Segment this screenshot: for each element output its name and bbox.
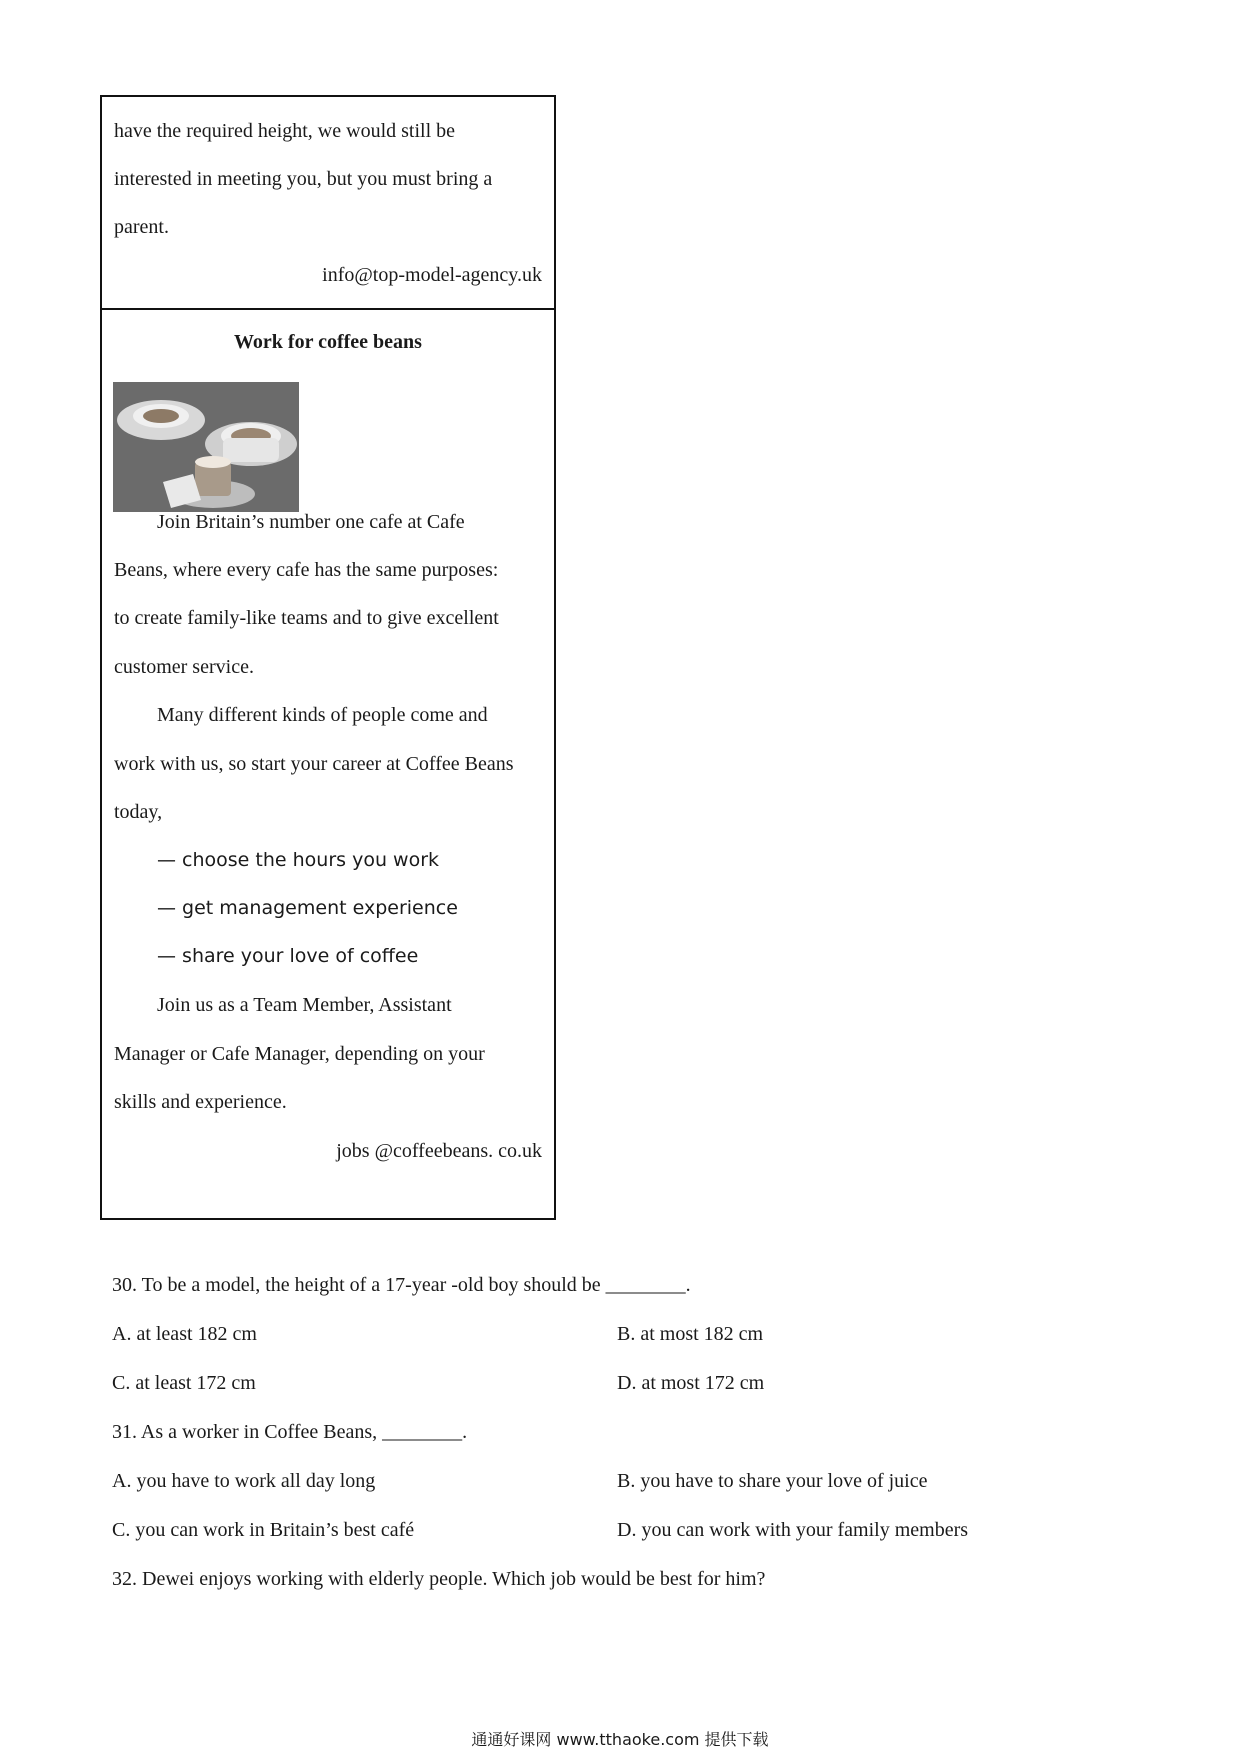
coffee-beans-ad xyxy=(100,308,556,1220)
ad-paragraph-line: Beans, where every cafe has the same purposes: xyxy=(114,559,499,581)
ad-paragraph-line: work with us, so start your career at Coffee Beans xyxy=(114,753,514,775)
ad-paragraph-line: skills and experience. xyxy=(114,1091,287,1113)
ad-text-line: interested in meeting you, but you must bring a xyxy=(114,168,493,190)
question-stem: 31. As a worker in Coffee Beans, ________. xyxy=(112,1421,468,1443)
ad-paragraph-line: today, xyxy=(114,801,163,823)
ad-paragraph-line: Manager or Cafe Manager, depending on your xyxy=(114,1043,485,1065)
ad-bullet-item: — share your love of coffee xyxy=(157,945,419,967)
ad-paragraph-line: customer service. xyxy=(114,656,254,678)
model-agency-ad xyxy=(100,95,556,310)
answer-option: B. at most 182 cm xyxy=(617,1323,764,1345)
answer-option: D. at most 172 cm xyxy=(617,1372,765,1394)
ad-title: Work for coffee beans xyxy=(234,331,422,353)
answer-option: A. at least 182 cm xyxy=(112,1323,257,1345)
ad-email: info@top-model-agency.uk xyxy=(322,264,542,286)
ad-paragraph-line: to create family-like teams and to give excellent xyxy=(114,607,499,629)
ad-text-line: have the required height, we would still be xyxy=(114,120,456,142)
answer-option: D. you can work with your family members xyxy=(617,1519,969,1541)
ad-email: jobs @coffeebeans. co.uk xyxy=(336,1140,542,1162)
coffee-cups-image xyxy=(113,382,299,512)
answer-option: C. at least 172 cm xyxy=(112,1372,256,1394)
page-footer: 通通好课网 www.tthaoke.com 提供下载 xyxy=(471,1730,769,1749)
ad-text-line: parent. xyxy=(114,216,169,238)
answer-option: B. you have to share your love of juice xyxy=(617,1470,928,1492)
ad-bullet-item: — choose the hours you work xyxy=(157,849,440,871)
ad-paragraph-line: Many different kinds of people come and xyxy=(157,704,488,726)
answer-option: A. you have to work all day long xyxy=(112,1470,376,1492)
ad-paragraph-line: Join Britain’s number one cafe at Cafe xyxy=(157,511,465,533)
question-stem: 30. To be a model, the height of a 17-year -old boy should be ________. xyxy=(112,1274,691,1296)
question-stem: 32. Dewei enjoys working with elderly people. Which job would be best for him? xyxy=(112,1568,766,1590)
ad-bullet-item: — get management experience xyxy=(157,897,458,919)
answer-option: C. you can work in Britain’s best café xyxy=(112,1519,415,1541)
ad-paragraph-line: Join us as a Team Member, Assistant xyxy=(157,994,452,1016)
